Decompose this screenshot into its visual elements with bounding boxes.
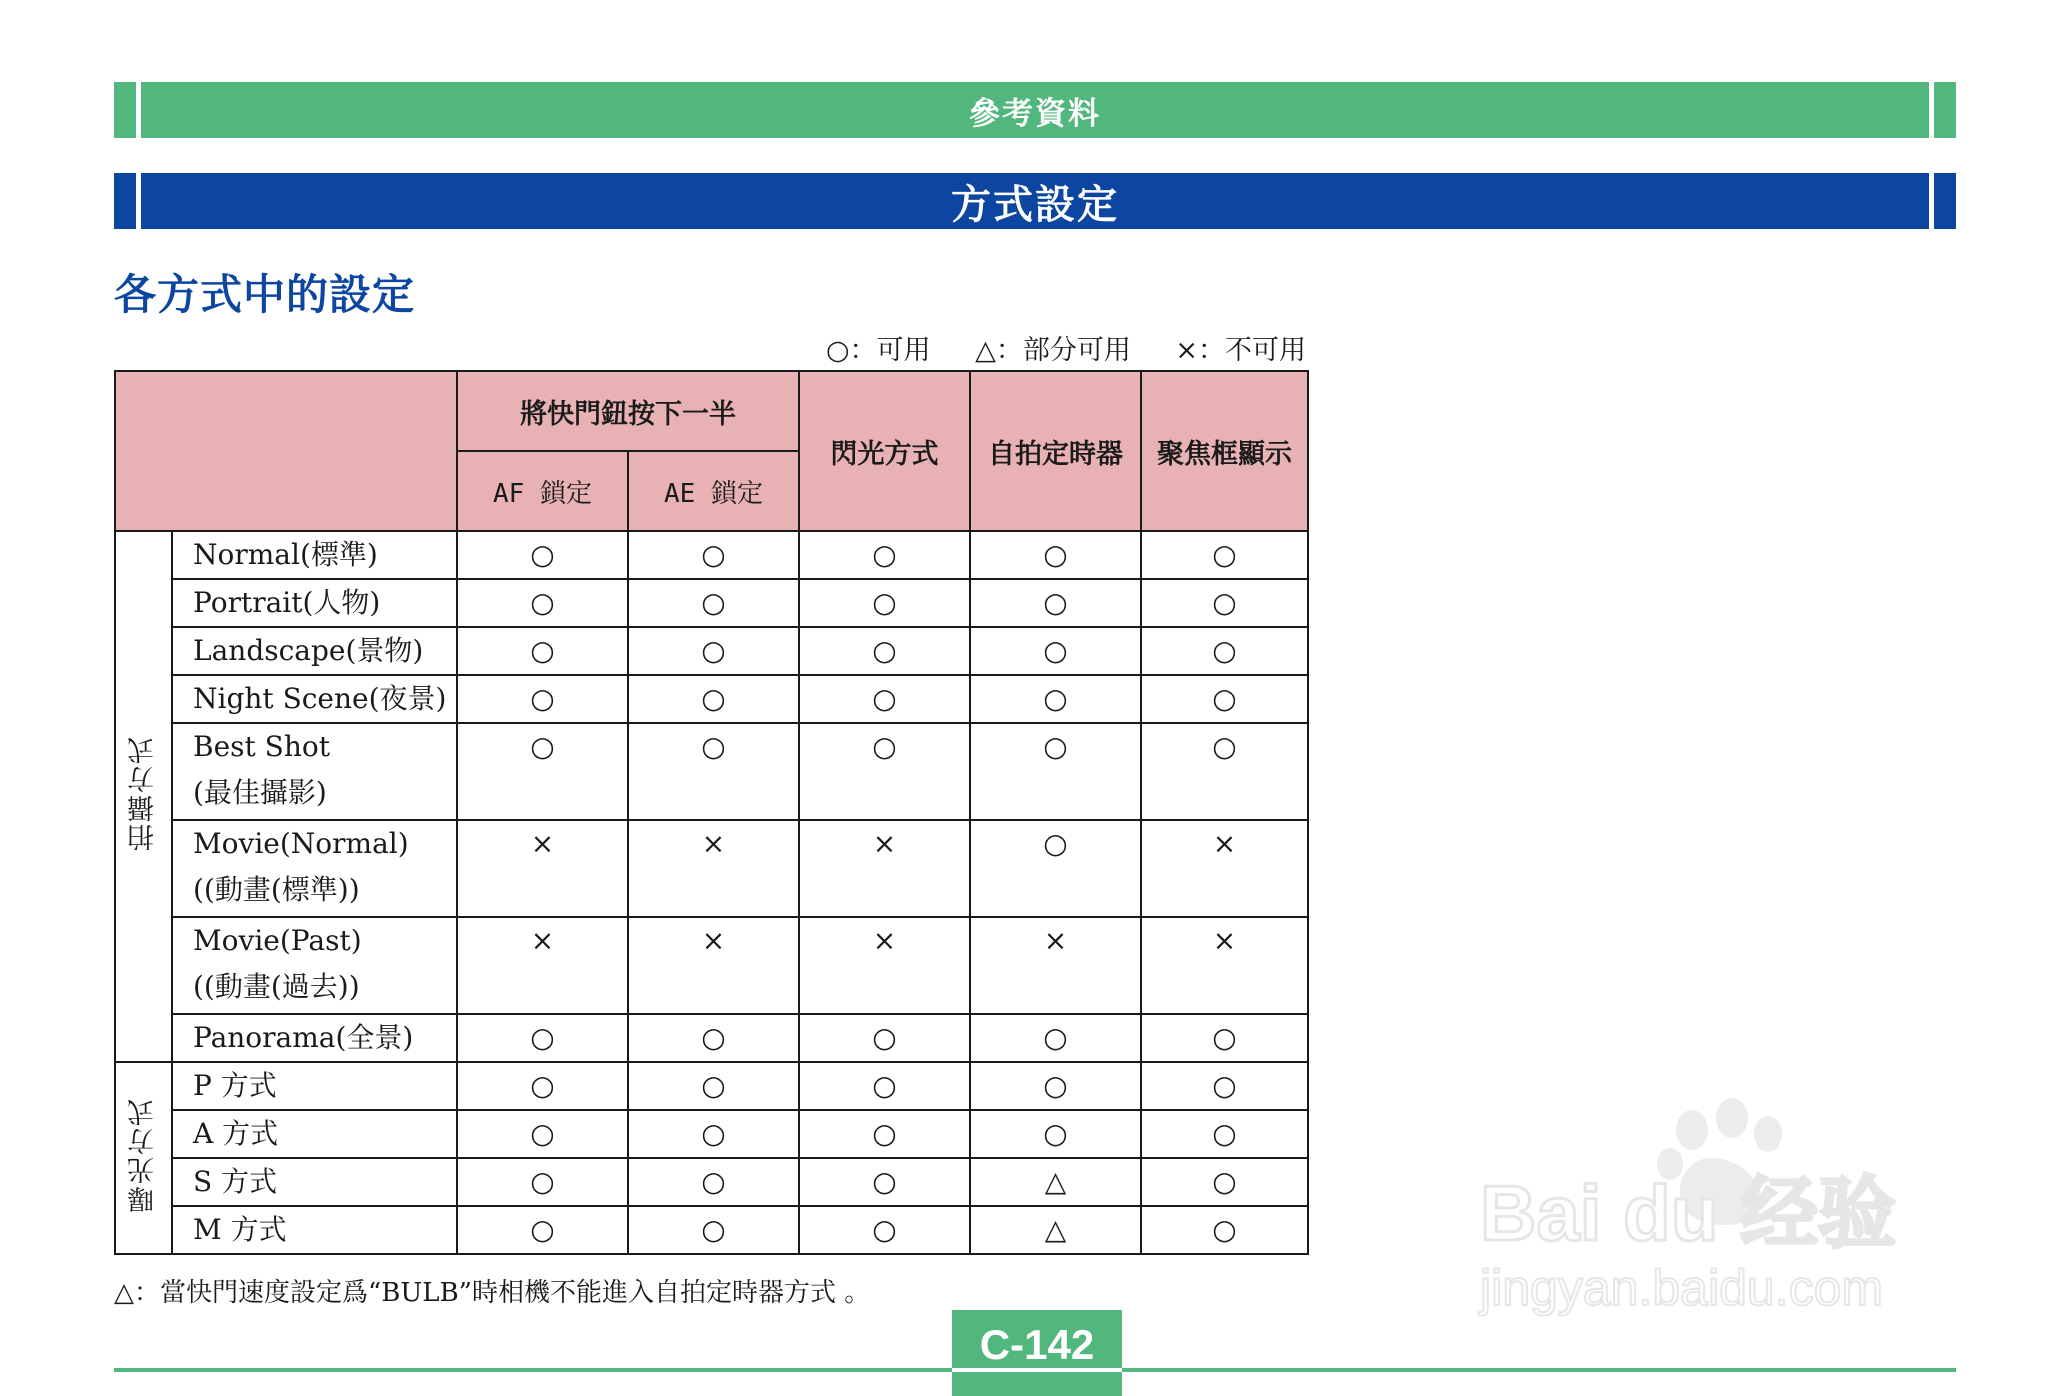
availability-cell: ○ [628, 531, 799, 579]
mode-name-cell [172, 1014, 457, 1062]
row-group-label [115, 1062, 172, 1254]
shutter-half-press-header: 將快門鈕按下一半 [457, 371, 799, 451]
availability-cell: ○ [970, 675, 1141, 723]
availability-cell: ○ [799, 723, 970, 820]
availability-cell: ○ [970, 1014, 1141, 1062]
watermark-brand: Bai du 经验 [1480, 1169, 1897, 1257]
availability-cell: ○ [628, 1110, 799, 1158]
mode-name-cell [172, 1062, 457, 1110]
availability-cell: ○ [628, 723, 799, 820]
availability-cell: × [970, 917, 1141, 1014]
mode-name-line: ((動畫(標準)) [193, 873, 360, 906]
chapter-header-bar [114, 82, 1956, 138]
availability-cell: ○ [970, 1062, 1141, 1110]
section-heading: 各方式中的設定 [114, 270, 416, 319]
section-header-bar [114, 173, 1956, 229]
table-row [115, 1158, 1308, 1206]
availability-cell: ○ [799, 675, 970, 723]
availability-cell: ○ [457, 1110, 628, 1158]
availability-cell: ○ [1141, 1158, 1308, 1206]
availability-cell: ○ [457, 723, 628, 820]
availability-cell: ○ [457, 579, 628, 627]
mode-name-cell [172, 531, 457, 579]
settings-table [114, 370, 1309, 1255]
table-row [115, 579, 1308, 627]
availability-cell: × [628, 820, 799, 917]
mode-name-cell [172, 820, 457, 917]
legend [826, 328, 1306, 367]
ae-lock-header: AE 鎖定 [628, 451, 799, 531]
availability-cell: ○ [457, 627, 628, 675]
availability-cell: ○ [628, 627, 799, 675]
availability-cell: ○ [457, 1014, 628, 1062]
legend-available: ○：可用 [826, 335, 931, 366]
chapter-title: 參考資料 [969, 95, 1101, 132]
availability-cell: ○ [799, 1062, 970, 1110]
table-row [115, 627, 1308, 675]
mode-name-cell [172, 579, 457, 627]
mode-name-line: Night Scene(夜景) [193, 682, 447, 715]
mode-name-line: A 方式 [193, 1117, 279, 1150]
mode-name-cell [172, 723, 457, 820]
table-row [115, 723, 1308, 820]
mode-name-cell [172, 627, 457, 675]
availability-cell: ○ [1141, 675, 1308, 723]
availability-cell: ○ [628, 579, 799, 627]
availability-cell: ○ [799, 579, 970, 627]
page-number: C-142 [979, 1321, 1095, 1368]
availability-cell: ○ [970, 531, 1141, 579]
mode-name-cell [172, 1110, 457, 1158]
mode-name-line: Normal(標準) [193, 538, 378, 571]
availability-cell: ○ [628, 675, 799, 723]
table-row [115, 675, 1308, 723]
mode-name-cell [172, 917, 457, 1014]
availability-cell: ○ [1141, 1206, 1308, 1254]
availability-cell: × [457, 917, 628, 1014]
table-corner-header [115, 371, 457, 531]
af-lock-header: AF 鎖定 [457, 451, 628, 531]
table-row [115, 820, 1308, 917]
availability-cell: ○ [628, 1206, 799, 1254]
availability-cell: ○ [457, 1206, 628, 1254]
availability-cell: ○ [1141, 579, 1308, 627]
section-title: 方式設定 [951, 181, 1119, 228]
availability-cell: ○ [457, 675, 628, 723]
availability-cell: ○ [457, 531, 628, 579]
mode-name-cell [172, 675, 457, 723]
availability-cell: × [799, 820, 970, 917]
availability-cell: ○ [970, 627, 1141, 675]
table-row [115, 917, 1308, 1014]
watermark-url: jingyan.baidu.com [1480, 1260, 1884, 1316]
mode-name-line: Movie(Normal) [193, 827, 409, 860]
mode-name-cell [172, 1158, 457, 1206]
mode-name-line: S 方式 [193, 1165, 278, 1198]
row-group-label-text: 曝光方式 [128, 1096, 159, 1213]
availability-cell: × [1141, 820, 1308, 917]
availability-cell: ○ [970, 723, 1141, 820]
availability-cell: ○ [799, 1110, 970, 1158]
footnote: △：當快門速度設定爲“BULB”時相機不能進入自拍定時器方式 。 [114, 1278, 871, 1308]
availability-cell: ○ [970, 1110, 1141, 1158]
availability-cell: ○ [1141, 531, 1308, 579]
mode-name-line: Movie(Past) [193, 924, 362, 957]
table-row [115, 1206, 1308, 1254]
baidu-jingyan-watermark [1460, 1090, 1980, 1330]
legend-partial: △：部分可用 [975, 335, 1131, 366]
availability-cell: ○ [1141, 723, 1308, 820]
mode-name-line: P 方式 [193, 1069, 277, 1102]
availability-cell: △ [970, 1206, 1141, 1254]
availability-cell: ○ [799, 1014, 970, 1062]
table-row [115, 531, 1308, 579]
page-number-tab [952, 1310, 1122, 1396]
availability-cell: ○ [799, 627, 970, 675]
row-group-label-text: 拍攝方式 [128, 735, 159, 851]
self-timer-header: 自拍定時器 [970, 371, 1141, 531]
table-row [115, 1110, 1308, 1158]
availability-cell: ○ [1141, 1014, 1308, 1062]
availability-cell: ○ [628, 1014, 799, 1062]
availability-cell: ○ [457, 1158, 628, 1206]
availability-cell: ○ [628, 1158, 799, 1206]
mode-name-line: (最佳攝影) [193, 776, 327, 809]
availability-cell: ○ [1141, 1110, 1308, 1158]
row-group-label [115, 531, 172, 1062]
availability-cell: ○ [1141, 627, 1308, 675]
mode-name-line: Best Shot [193, 730, 330, 763]
flash-mode-header: 閃光方式 [799, 371, 970, 531]
availability-cell: ○ [1141, 1062, 1308, 1110]
table-body [115, 531, 1308, 1254]
legend-unavailable: ×：不可用 [1175, 335, 1306, 366]
availability-cell: △ [970, 1158, 1141, 1206]
focus-frame-header: 聚焦框顯示 [1141, 371, 1308, 531]
availability-cell: × [799, 917, 970, 1014]
mode-name-cell [172, 1206, 457, 1254]
availability-cell: ○ [799, 1206, 970, 1254]
mode-name-line: M 方式 [193, 1213, 287, 1246]
availability-cell: × [457, 820, 628, 917]
availability-cell: ○ [799, 531, 970, 579]
table-row [115, 1014, 1308, 1062]
availability-cell: × [628, 917, 799, 1014]
table-row [115, 1062, 1308, 1110]
availability-cell: ○ [628, 1062, 799, 1110]
availability-cell: ○ [457, 1062, 628, 1110]
mode-name-line: Panorama(全景) [193, 1021, 414, 1054]
mode-name-line: Landscape(景物) [193, 634, 424, 667]
mode-name-line: Portrait(人物) [193, 586, 381, 619]
availability-cell: ○ [970, 579, 1141, 627]
availability-cell: ○ [970, 820, 1141, 917]
mode-name-line: ((動畫(過去)) [193, 970, 360, 1003]
availability-cell: ○ [799, 1158, 970, 1206]
availability-cell: × [1141, 917, 1308, 1014]
